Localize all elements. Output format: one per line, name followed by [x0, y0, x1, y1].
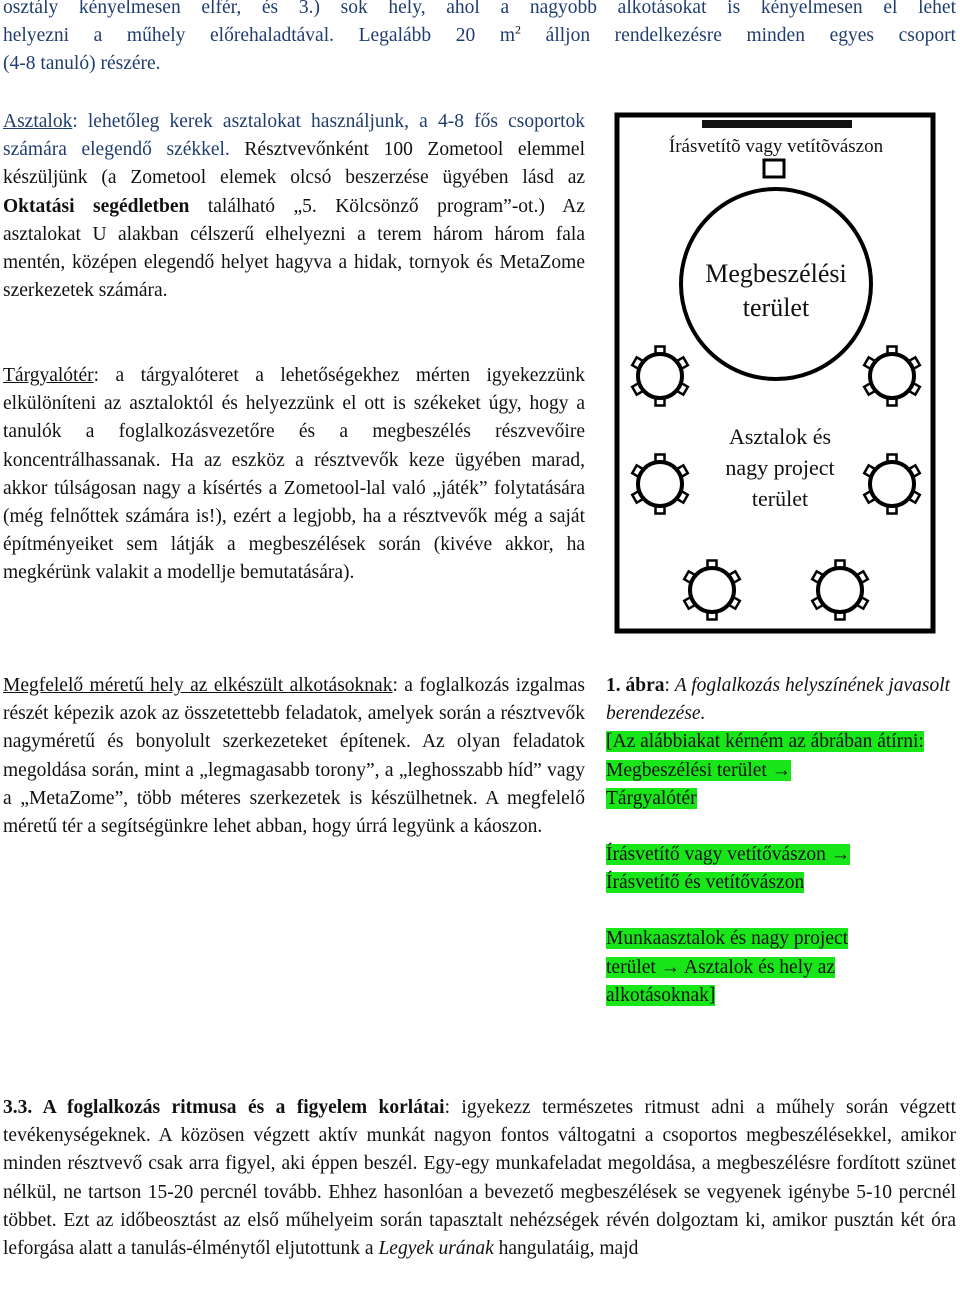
figure-text: A foglalkozás helyszínének javasolt berendezése.: [606, 675, 951, 725]
figure-caption: 1. ábra: A foglalkozás helyszínének javasolt berendezése. [Az alábbiakat kérném az ábrában átírni: Megbeszélési terület → Tárgyalótér Írásvetítő vagy vetítővászon → Írásvetítő és vetítővászon Munkaasztalok és nagy project terület → Asztalok és hely az alkotásoknak]: [606, 675, 951, 1006]
tables-paragraph: Asztalok: lehetőleg kerek asztalokat használjunk, a 4-8 fős csoportok számára elegendő székkel. Résztvevőnként 100 Zometool elemmel készüljünk (a Zometool elemek olcsó beszerzése ügyében lásd az Oktatási segédletben található „5. Kölcsönző program”-ot.) Az asztalokat U alakban célszerű elhelyezni a terem három három fala mentén, középen elegendő helyet hagyva a hidak, tornyok és MetaZome szerkezetek számára.: [3, 111, 585, 302]
bold-reference: Oktatási segédletben: [3, 195, 190, 217]
projector-label: Írásvetítõ vagy vetítõvászon: [668, 136, 884, 157]
top-line-3: (4-8 tanuló) részére.: [3, 53, 161, 75]
note-line-3b: Írásvetítő és vetítővászon: [606, 872, 805, 894]
projector-screen-bar: [702, 120, 852, 128]
meeting-paragraph: Tárgyalótér: a tárgyalóteret a lehetőségekhez mérten igyekezzünk elkülöníteni az asztaloktól és helyezzünk el ott is székeket úgy, hogy a tanulók a foglalkozásvezetőre és a megbeszélés részvevőire koncentrálhassanak. Ha az eszköz a résztvevők keze ügyében marad, akkor túlságosan nagy a kísértés a Zometool-lal való „játék” folytatására (még felnőttek számára is!), ezért a legjobb, ha a résztvevők még a saját építményeiket sem látják a megbeszélések során (kivéve akkor, ha megkérünk valakit a modellje bemutatására).: [3, 365, 585, 584]
table-top: [690, 568, 734, 612]
discussion-label-1: Megbeszélési: [705, 259, 847, 288]
discussion-label-2: terület: [742, 293, 810, 322]
book-title: Legyek urának: [378, 1238, 494, 1260]
round-table: [864, 455, 920, 514]
table-top: [870, 354, 914, 398]
table-top: [870, 462, 914, 506]
note-line-1: [Az alábbiakat kérném az ábrában átírni:: [606, 731, 924, 753]
note-line-4a: Munkaasztalok és nagy project: [606, 928, 849, 950]
tables-label-2: nagy project: [725, 455, 835, 480]
room-layout-diagram: [614, 112, 936, 634]
top-paragraph: [3, 0, 956, 79]
round-table: [684, 561, 740, 620]
section-heading: 3.3. A foglalkozás ritmusa és a figyelem korlátai: [3, 1097, 445, 1118]
round-table: [812, 561, 868, 620]
space-term: Megfelelő méretű hely az elkészült alkotásoknak: [3, 675, 393, 696]
table-top: [638, 462, 682, 506]
round-table: [864, 347, 920, 406]
round-table: [632, 347, 688, 406]
top-line-1: osztály kényelmesen elfér, és 3.) sok hely, ahol a nagyobb alkotásokat is kényelmesen el lehet: [3, 0, 956, 18]
projector-box: [764, 160, 784, 177]
note-line-2a: Megbeszélési terület →: [606, 759, 792, 781]
meeting-term: Tárgyalótér: [3, 365, 94, 386]
round-tables: [632, 347, 920, 620]
round-table: [632, 455, 688, 514]
space-paragraph: Megfelelő méretű hely az elkészült alkotásoknak: a foglalkozás izgalmas részét képezik azok az összetettebb feladatok, amelyek során a résztvevők nagyméretű és bonyolult szerkezeteket építenek. Az olyan feladatok megoldása során, mint a „legmagasabb torony”, a „leghosszabb híd” vagy a „MetaZome”, több méteres szerkezetek is készülhetnek. A megfelelő méretű tér a segítségünkre lehet abban, hogy úrrá legyünk a káoszon.: [3, 675, 585, 838]
table-top: [818, 568, 862, 612]
tables-term: Asztalok: [3, 111, 73, 132]
section-paragraph: 3.3. A foglalkozás ritmusa és a figyelem korlátai: igyekezz természetes ritmust adni a műhely során végzett tevékenységeknek. A közösen végzett aktív munkát nagyon fontos váltogatni a csoportos megbeszélésekkel, amikor minden résztvevő csak arra figyel, aki éppen beszél. Egy-egy munkafeladat megoldása, a megbeszélésre fordított szünet nélkül, ne tartson 15-20 percnél tovább. Ehhez hasonlóan a bevezető megbeszélések se vegyenek igénybe 5-10 percnél többet. Ezt az időbeosztást az első műhelyeim során tapasztalt nehézségek révén dolgoztam ki, amikor pusztán két óra leforgása alatt a tanulás-élménytől eljutottunk a Legyek urának hangulatáig, majd: [3, 1097, 956, 1260]
note-line-3a: Írásvetítő vagy vetítővászon →: [606, 844, 851, 866]
note-line-2b: Tárgyalótér: [606, 787, 697, 809]
note-line-4c: alkotásoknak]: [606, 984, 716, 1006]
tables-label-3: terület: [751, 486, 809, 511]
note-line-4b: terület → Asztalok és hely az: [606, 956, 836, 978]
table-top: [638, 354, 682, 398]
tables-label-1: Asztalok és: [728, 424, 832, 449]
top-line-2: helyezni a műhely előrehaladtával. Legalább 20 $m^2$ álljon rendelkezésre minden egyes csoport: [3, 22, 956, 47]
figure-label: 1. ábra: [606, 675, 665, 696]
